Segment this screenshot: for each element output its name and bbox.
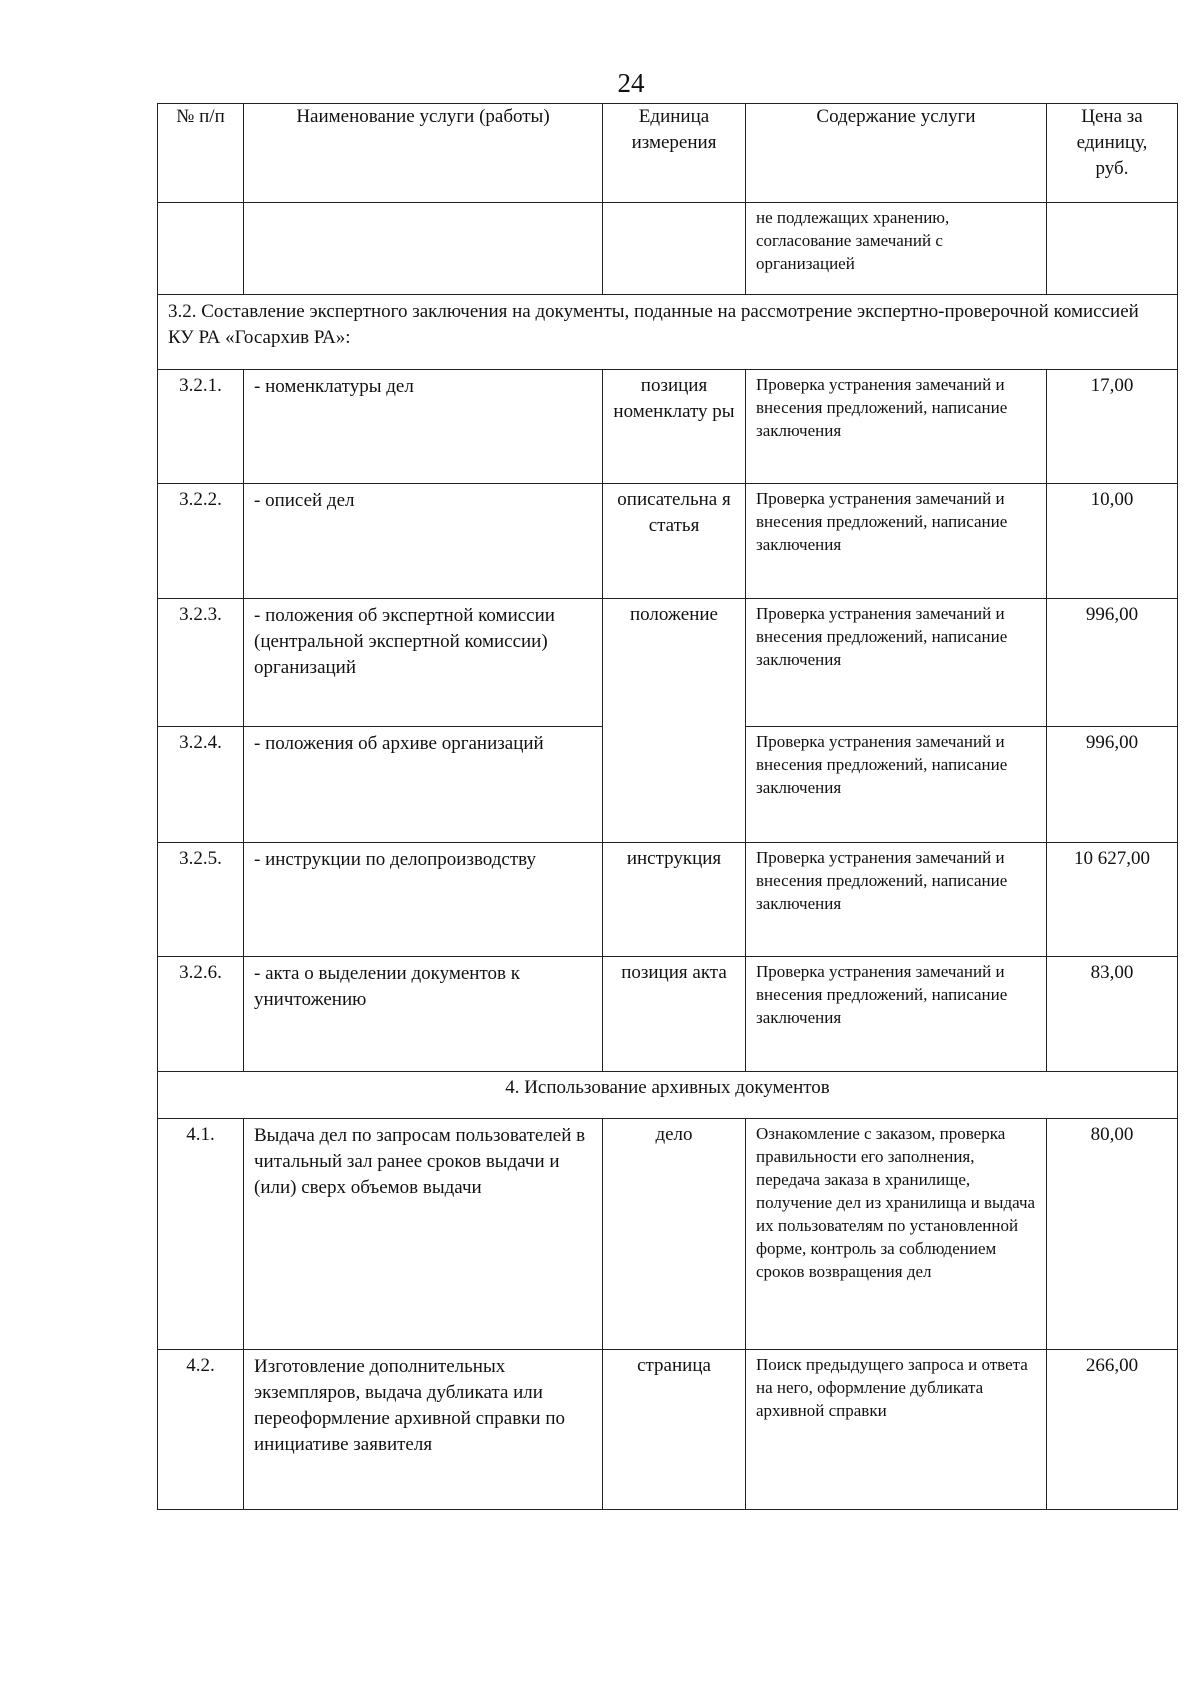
table-row xyxy=(158,484,1178,599)
row-unit: инструкция xyxy=(603,843,746,957)
row-number: 3.2.4. xyxy=(158,727,244,843)
header-content: Содержание услуги xyxy=(746,104,1047,203)
table-row xyxy=(158,1350,1178,1510)
row-number: 3.2.2. xyxy=(158,484,244,599)
section-row-3-2 xyxy=(158,295,1178,370)
page-number: 24 xyxy=(617,68,645,98)
row-price: 266,00 xyxy=(1047,1350,1178,1510)
row-unit: страница xyxy=(603,1350,746,1510)
table-row xyxy=(158,957,1178,1072)
cell-empty xyxy=(158,203,244,295)
table-row xyxy=(158,599,1178,727)
row-content: Проверка устранения замечаний и внесения предложений, написание заключения xyxy=(746,599,1047,727)
row-price: 80,00 xyxy=(1047,1119,1178,1350)
row-price: 10,00 xyxy=(1047,484,1178,599)
header-num: № п/п xyxy=(158,104,244,203)
row-number: 4.2. xyxy=(158,1350,244,1510)
header-price: Цена за единицу, руб. xyxy=(1047,104,1178,203)
row-name: - номенклатуры дел xyxy=(244,370,603,484)
section-4-heading: 4. Использование архивных документов xyxy=(158,1072,1178,1119)
header-unit: Единица измерения xyxy=(603,104,746,203)
continuation-row xyxy=(158,203,1178,295)
section-3-2-heading: 3.2. Составление экспертного заключения на документы, поданные на рассмотрение экспертно-проверочной комиссией КУ РА «Госархив РА»: xyxy=(158,295,1178,370)
tariff-table xyxy=(157,103,1178,1510)
row-price: 996,00 xyxy=(1047,727,1178,843)
row-number: 3.2.1. xyxy=(158,370,244,484)
cell-empty xyxy=(1047,203,1178,295)
row-price: 17,00 xyxy=(1047,370,1178,484)
row-name: - положения об экспертной комиссии (центральной экспертной комиссии) организаций xyxy=(244,599,603,727)
row-content: Проверка устранения замечаний и внесения предложений, написание заключения xyxy=(746,957,1047,1072)
header-name: Наименование услуги (работы) xyxy=(244,104,603,203)
row-unit: дело xyxy=(603,1119,746,1350)
row-content: Проверка устранения замечаний и внесения предложений, написание заключения xyxy=(746,484,1047,599)
row-price: 996,00 xyxy=(1047,599,1178,727)
row-name: - положения об архиве организаций xyxy=(244,727,603,843)
row-name: - описей дел xyxy=(244,484,603,599)
cell-empty xyxy=(244,203,603,295)
row-unit: позиция номенклату ры xyxy=(603,370,746,484)
row-number: 4.1. xyxy=(158,1119,244,1350)
row-price: 10 627,00 xyxy=(1047,843,1178,957)
continuation-content: не подлежащих хранению, согласование замечаний с организацией xyxy=(746,203,1047,295)
section-row-4 xyxy=(158,1072,1178,1119)
row-price: 83,00 xyxy=(1047,957,1178,1072)
row-content: Ознакомление с заказом, проверка правильности его заполнения, передача заказа в хранилище, получение дел из хранилища и выдача их пользователям по установленной форме, контроль за соблюдением сроков возвращения дел xyxy=(746,1119,1047,1350)
table-row xyxy=(158,370,1178,484)
row-number: 3.2.6. xyxy=(158,957,244,1072)
row-content: Проверка устранения замечаний и внесения предложений, написание заключения xyxy=(746,727,1047,843)
row-number: 3.2.5. xyxy=(158,843,244,957)
row-name: - инструкции по делопроизводству xyxy=(244,843,603,957)
row-content: Проверка устранения замечаний и внесения предложений, написание заключения xyxy=(746,843,1047,957)
row-number: 3.2.3. xyxy=(158,599,244,727)
table-row xyxy=(158,843,1178,957)
table-header-row xyxy=(158,104,1178,203)
row-unit: положение xyxy=(603,599,746,843)
row-name: Изготовление дополнительных экземпляров, выдача дубликата или переоформление архивной справки по инициативе заявителя xyxy=(244,1350,603,1510)
table-row xyxy=(158,1119,1178,1350)
row-content: Проверка устранения замечаний и внесения предложений, написание заключения xyxy=(746,370,1047,484)
row-unit: позиция акта xyxy=(603,957,746,1072)
row-name: Выдача дел по запросам пользователей в читальный зал ранее сроков выдачи и (или) сверх объемов выдачи xyxy=(244,1119,603,1350)
row-content: Поиск предыдущего запроса и ответа на него, оформление дубликата архивной справки xyxy=(746,1350,1047,1510)
row-unit: описательна я статья xyxy=(603,484,746,599)
row-name: - акта о выделении документов к уничтожению xyxy=(244,957,603,1072)
cell-empty xyxy=(603,203,746,295)
